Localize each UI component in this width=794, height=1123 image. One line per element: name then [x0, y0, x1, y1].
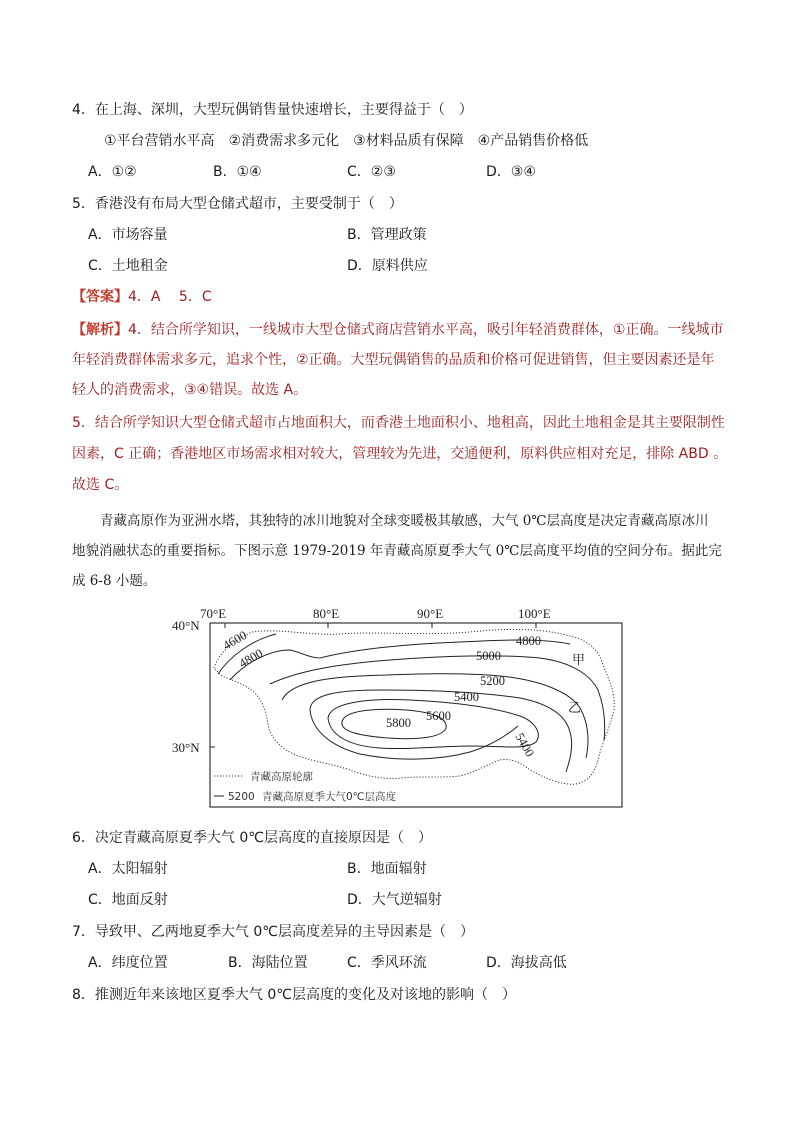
question-7-option-b[interactable]: B．海陆位置 [228, 955, 308, 971]
question-7-stem: 7．导致甲、乙两地夏季大气 0℃层高度差异的主导因素是（ ） [72, 924, 474, 940]
lat-label-30: 30°N [172, 740, 200, 755]
contour-label-5200: 5200 [480, 674, 505, 688]
analysis-tag: 【解析】 [72, 322, 128, 338]
question-5-option-a[interactable]: A．市场容量 [88, 227, 168, 243]
question-5-stem: 5．香港没有布局大型仓储式超市，主要受制于（ ） [72, 196, 403, 212]
place-yi: 乙 [568, 700, 582, 715]
question-8-stem: 8．推测近年来该地区夏季大气 0℃层高度的变化及对该地的影响（ ） [72, 987, 516, 1003]
intro-line-2: 地貌消融状态的重要指标。下图示意 1979-2019 年青藏高原夏季大气 0℃层高度平均值的空间分布。据此完 [72, 543, 722, 559]
legend-outline-text: 青藏高原轮廓 [250, 771, 313, 783]
question-6-option-b[interactable]: B．地面辐射 [347, 861, 427, 877]
question-4-option-c[interactable]: C．②③ [347, 164, 396, 180]
analysis-line-6: 故选 C。 [72, 477, 129, 493]
contour-label-5400-south: 5400 [512, 730, 538, 760]
question-6-option-c[interactable]: C．地面反射 [88, 892, 168, 908]
question-5-option-b[interactable]: B．管理政策 [347, 227, 427, 243]
contour-label-5600: 5600 [426, 709, 451, 723]
question-4-stem: 4．在上海、深圳，大型玩偶销售量快速增长，主要得益于（ ） [72, 102, 473, 118]
intro-line-1: 青藏高原作为亚洲水塔，其独特的冰川地貌对全球变暖极其敏感，大气 0℃层高度是决定青藏高原冰川 [100, 513, 709, 529]
lon-label-90: 90°E [417, 606, 444, 621]
question-6-option-a[interactable]: A．太阳辐射 [88, 861, 168, 877]
analysis-line-3: 轻人的消费需求，③④错误。故选 A。 [72, 382, 308, 398]
contour-label-4600: 4600 [220, 627, 250, 653]
question-4-option-d[interactable]: D．③④ [486, 164, 536, 180]
answer-tag: 【答案】 [72, 289, 128, 305]
lon-label-70: 70°E [200, 606, 227, 621]
answer-block [72, 287, 212, 307]
analysis-line-2: 年轻消费群体需求多元，追求个性，②正确。大型玩偶销售的品质和价格可促进销售，但主要因素还是年 [72, 352, 715, 368]
contour-label-5400: 5400 [454, 690, 479, 704]
question-6-option-d[interactable]: D．大气逆辐射 [347, 892, 442, 908]
legend-contour-value: 5200 [228, 791, 255, 803]
analysis-line-4: 5．结合所学知识大型仓储式超市占地面积大，而香港土地面积小、地租高，因此土地租金是其主要限制性 [72, 415, 725, 431]
question-4-option-a[interactable]: A．①② [88, 164, 137, 180]
analysis-text-1: 4．结合所学知识，一线城市大型仓储式商店营销水平高，吸引年轻消费群体，①正确。一线城市 [128, 322, 724, 338]
intro-line-3: 成 6-8 小题。 [72, 573, 157, 589]
contour-label-4800-west: 4800 [236, 645, 266, 671]
lon-label-80: 80°E [313, 606, 340, 621]
question-4-items: ①平台营销水平高 ②消费需求多元化 ③材料品质有保障 ④产品销售价格低 [104, 133, 589, 149]
question-7-option-d[interactable]: D．海拔高低 [486, 955, 567, 971]
analysis-line-5: 因素，C 正确；香港地区市场需求相对较大，管理较为先进，交通便利，原料供应相对充足，排除 ABD 。 [72, 446, 728, 462]
lon-label-100: 100°E [518, 606, 551, 621]
analysis-line-1 [72, 320, 723, 340]
answer-text: 4．A 5．C [128, 289, 212, 305]
question-6-stem: 6．决定青藏高原夏季大气 0℃层高度的直接原因是（ ） [72, 830, 432, 846]
contour-5600 [328, 700, 538, 749]
plateau-map [170, 600, 630, 815]
contour-label-4800-east: 4800 [516, 634, 541, 648]
legend-contour-text: 青藏高原夏季大气0℃层高度 [262, 791, 396, 803]
place-jia: 甲 [572, 652, 586, 667]
question-4-option-b[interactable]: B．①④ [213, 164, 262, 180]
lat-label-40: 40°N [172, 618, 200, 633]
question-7-option-c[interactable]: C．季风环流 [347, 955, 427, 971]
contour-label-5000: 5000 [476, 649, 501, 663]
contour-5000 [270, 656, 605, 740]
contour-label-5800: 5800 [386, 716, 411, 730]
question-5-option-d[interactable]: D．原料供应 [347, 258, 428, 274]
question-5-option-c[interactable]: C．土地租金 [88, 258, 168, 274]
question-7-option-a[interactable]: A．纬度位置 [88, 955, 168, 971]
